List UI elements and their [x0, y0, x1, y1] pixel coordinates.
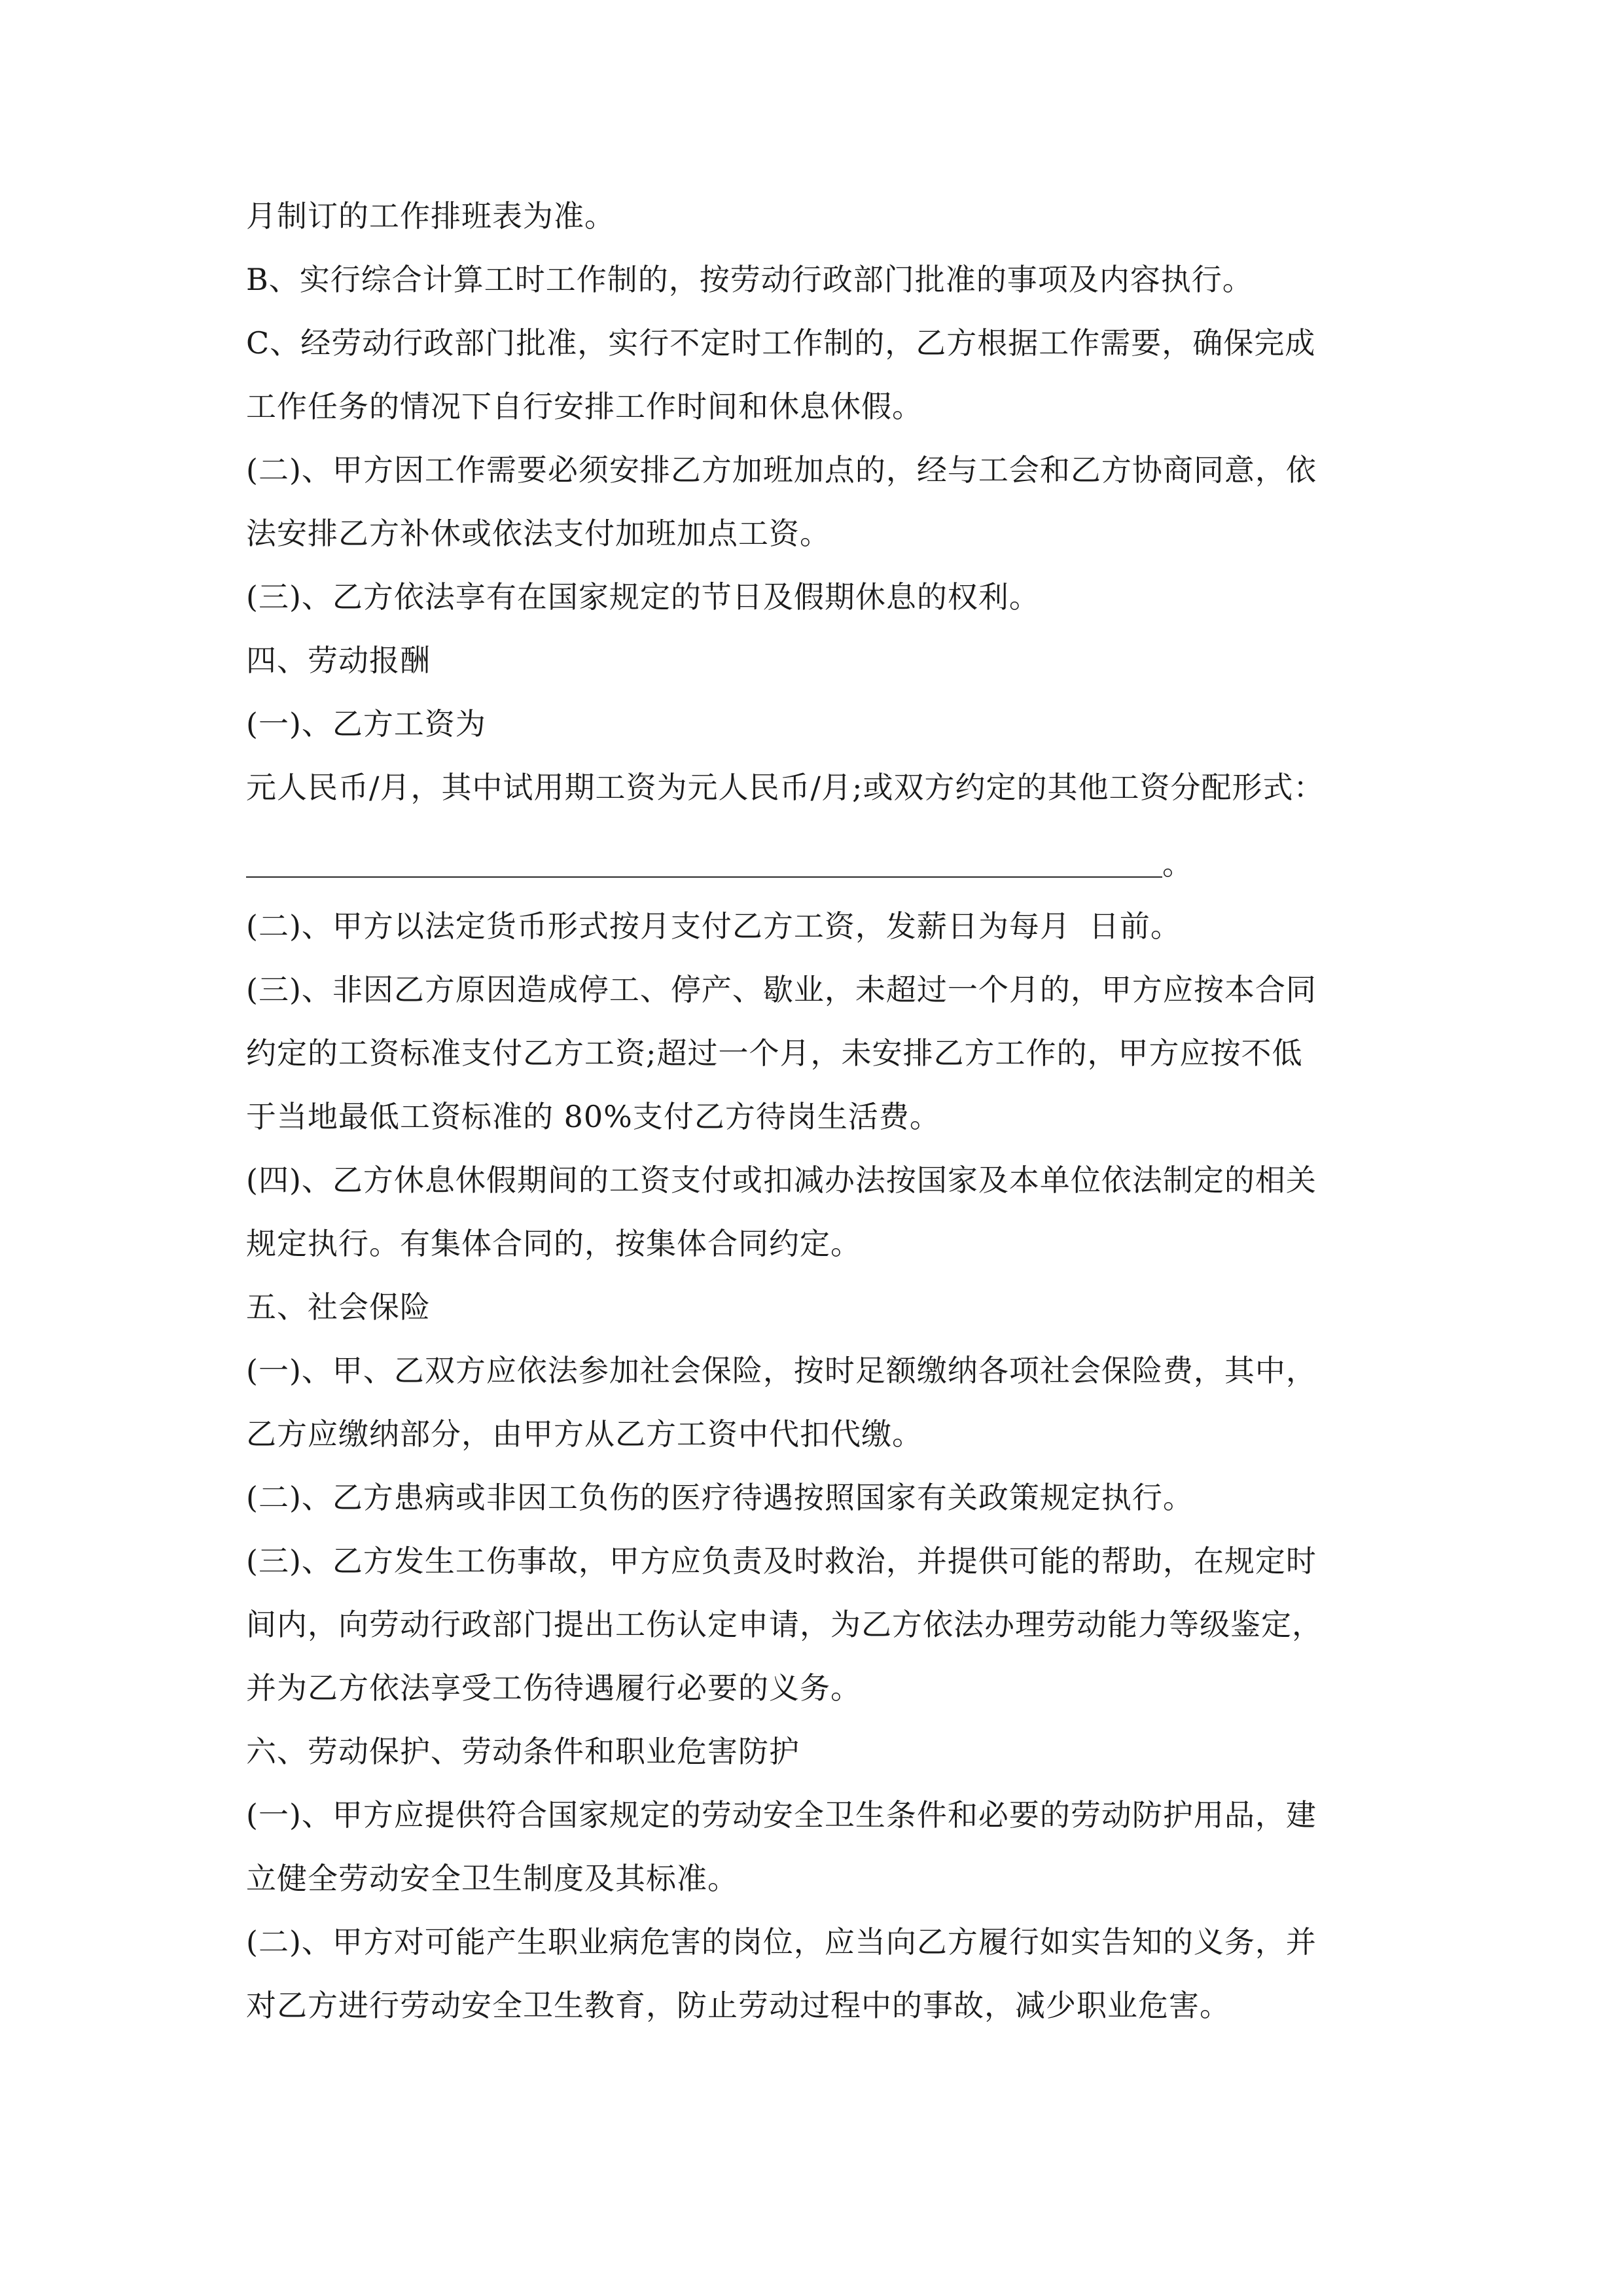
text-line: 并为乙方依法享受工伤待遇履行必要的义务。 [246, 1670, 861, 1706]
text-line: 间内，向劳动行政部门提出工伤认定申请，为乙方依法办理劳动能力等级鉴定， [246, 1607, 1323, 1642]
text-line: 规定执行。有集体合同的，按集体合同约定。 [246, 1226, 861, 1261]
text-line: 工作任务的情况下自行安排工作时间和休息休假。 [246, 389, 923, 424]
text-line: 约定的工资标准支付乙方工资;超过一个月，未安排乙方工作的，甲方应按不低 [246, 1035, 1303, 1071]
text-line: (三)、乙方依法享有在国家规定的节日及假期休息的权利。 [246, 579, 1040, 615]
text-line: (一)、甲、乙双方应依法参加社会保险，按时足额缴纳各项社会保险费，其中， [246, 1353, 1317, 1388]
text-line: (二)、甲方因工作需要必须安排乙方加班加点的，经与工会和乙方协商同意，依 [246, 452, 1317, 488]
text-line: (一)、甲方应提供符合国家规定的劳动安全卫生条件和必要的劳动防护用品，建 [246, 1797, 1317, 1833]
text-line: (二)、甲方对可能产生职业病危害的岗位，应当向乙方履行如实告知的义务，并 [246, 1924, 1317, 1960]
text-line: 于当地最低工资标准的 80%支付乙方待岗生活费。 [246, 1099, 940, 1134]
section-heading: 四、劳动报酬 [246, 643, 431, 678]
text-line: (四)、乙方休息休假期间的工资支付或扣减办法按国家及本单位依法制定的相关 [246, 1162, 1317, 1198]
blank-period: 。 [1162, 846, 1192, 882]
text-line: 立健全劳动安全卫生制度及其标准。 [246, 1861, 738, 1896]
text-line: (一)、乙方工资为 [246, 706, 486, 742]
text-line: 元人民币/月，其中试用期工资为元人民币/月;或双方约定的其他工资分配形式： [246, 770, 1325, 805]
text-line [246, 906, 1385, 946]
text-line: 乙方应缴纳部分，由甲方从乙方工资中代扣代缴。 [246, 1416, 923, 1452]
text-line: C、经劳动行政部门批准，实行不定时工作制的，乙方根据工作需要，确保完成 [246, 325, 1316, 361]
text-line: (三)、非因乙方原因造成停工、停产、歇业，未超过一个月的，甲方应按本合同 [246, 972, 1317, 1007]
text-line: 对乙方进行劳动安全卫生教育，防止劳动过程中的事故，减少职业危害。 [246, 1988, 1230, 2023]
text-line: B、实行综合计算工时工作制的，按劳动行政部门批准的事项及内容执行。 [246, 262, 1253, 297]
text-line: (二)、乙方患病或非因工负伤的医疗待遇按照国家有关政策规定执行。 [246, 1480, 1194, 1515]
text-line: (三)、乙方发生工伤事故，甲方应负责及时救治，并提供可能的帮助，在规定时 [246, 1543, 1317, 1579]
section-heading: 五、社会保险 [246, 1289, 431, 1325]
text-segment: 日前。 [1088, 908, 1181, 944]
text-line: 月制订的工作排班表为准。 [246, 198, 615, 234]
fill-in-blank [246, 876, 1162, 878]
section-heading: 六、劳动保护、劳动条件和职业危害防护 [246, 1734, 800, 1769]
text-line: 法安排乙方补休或依法支付加班加点工资。 [246, 516, 830, 551]
text-segment: (二)、甲方以法定货币形式按月支付乙方工资，发薪日为每月 [246, 908, 1071, 944]
